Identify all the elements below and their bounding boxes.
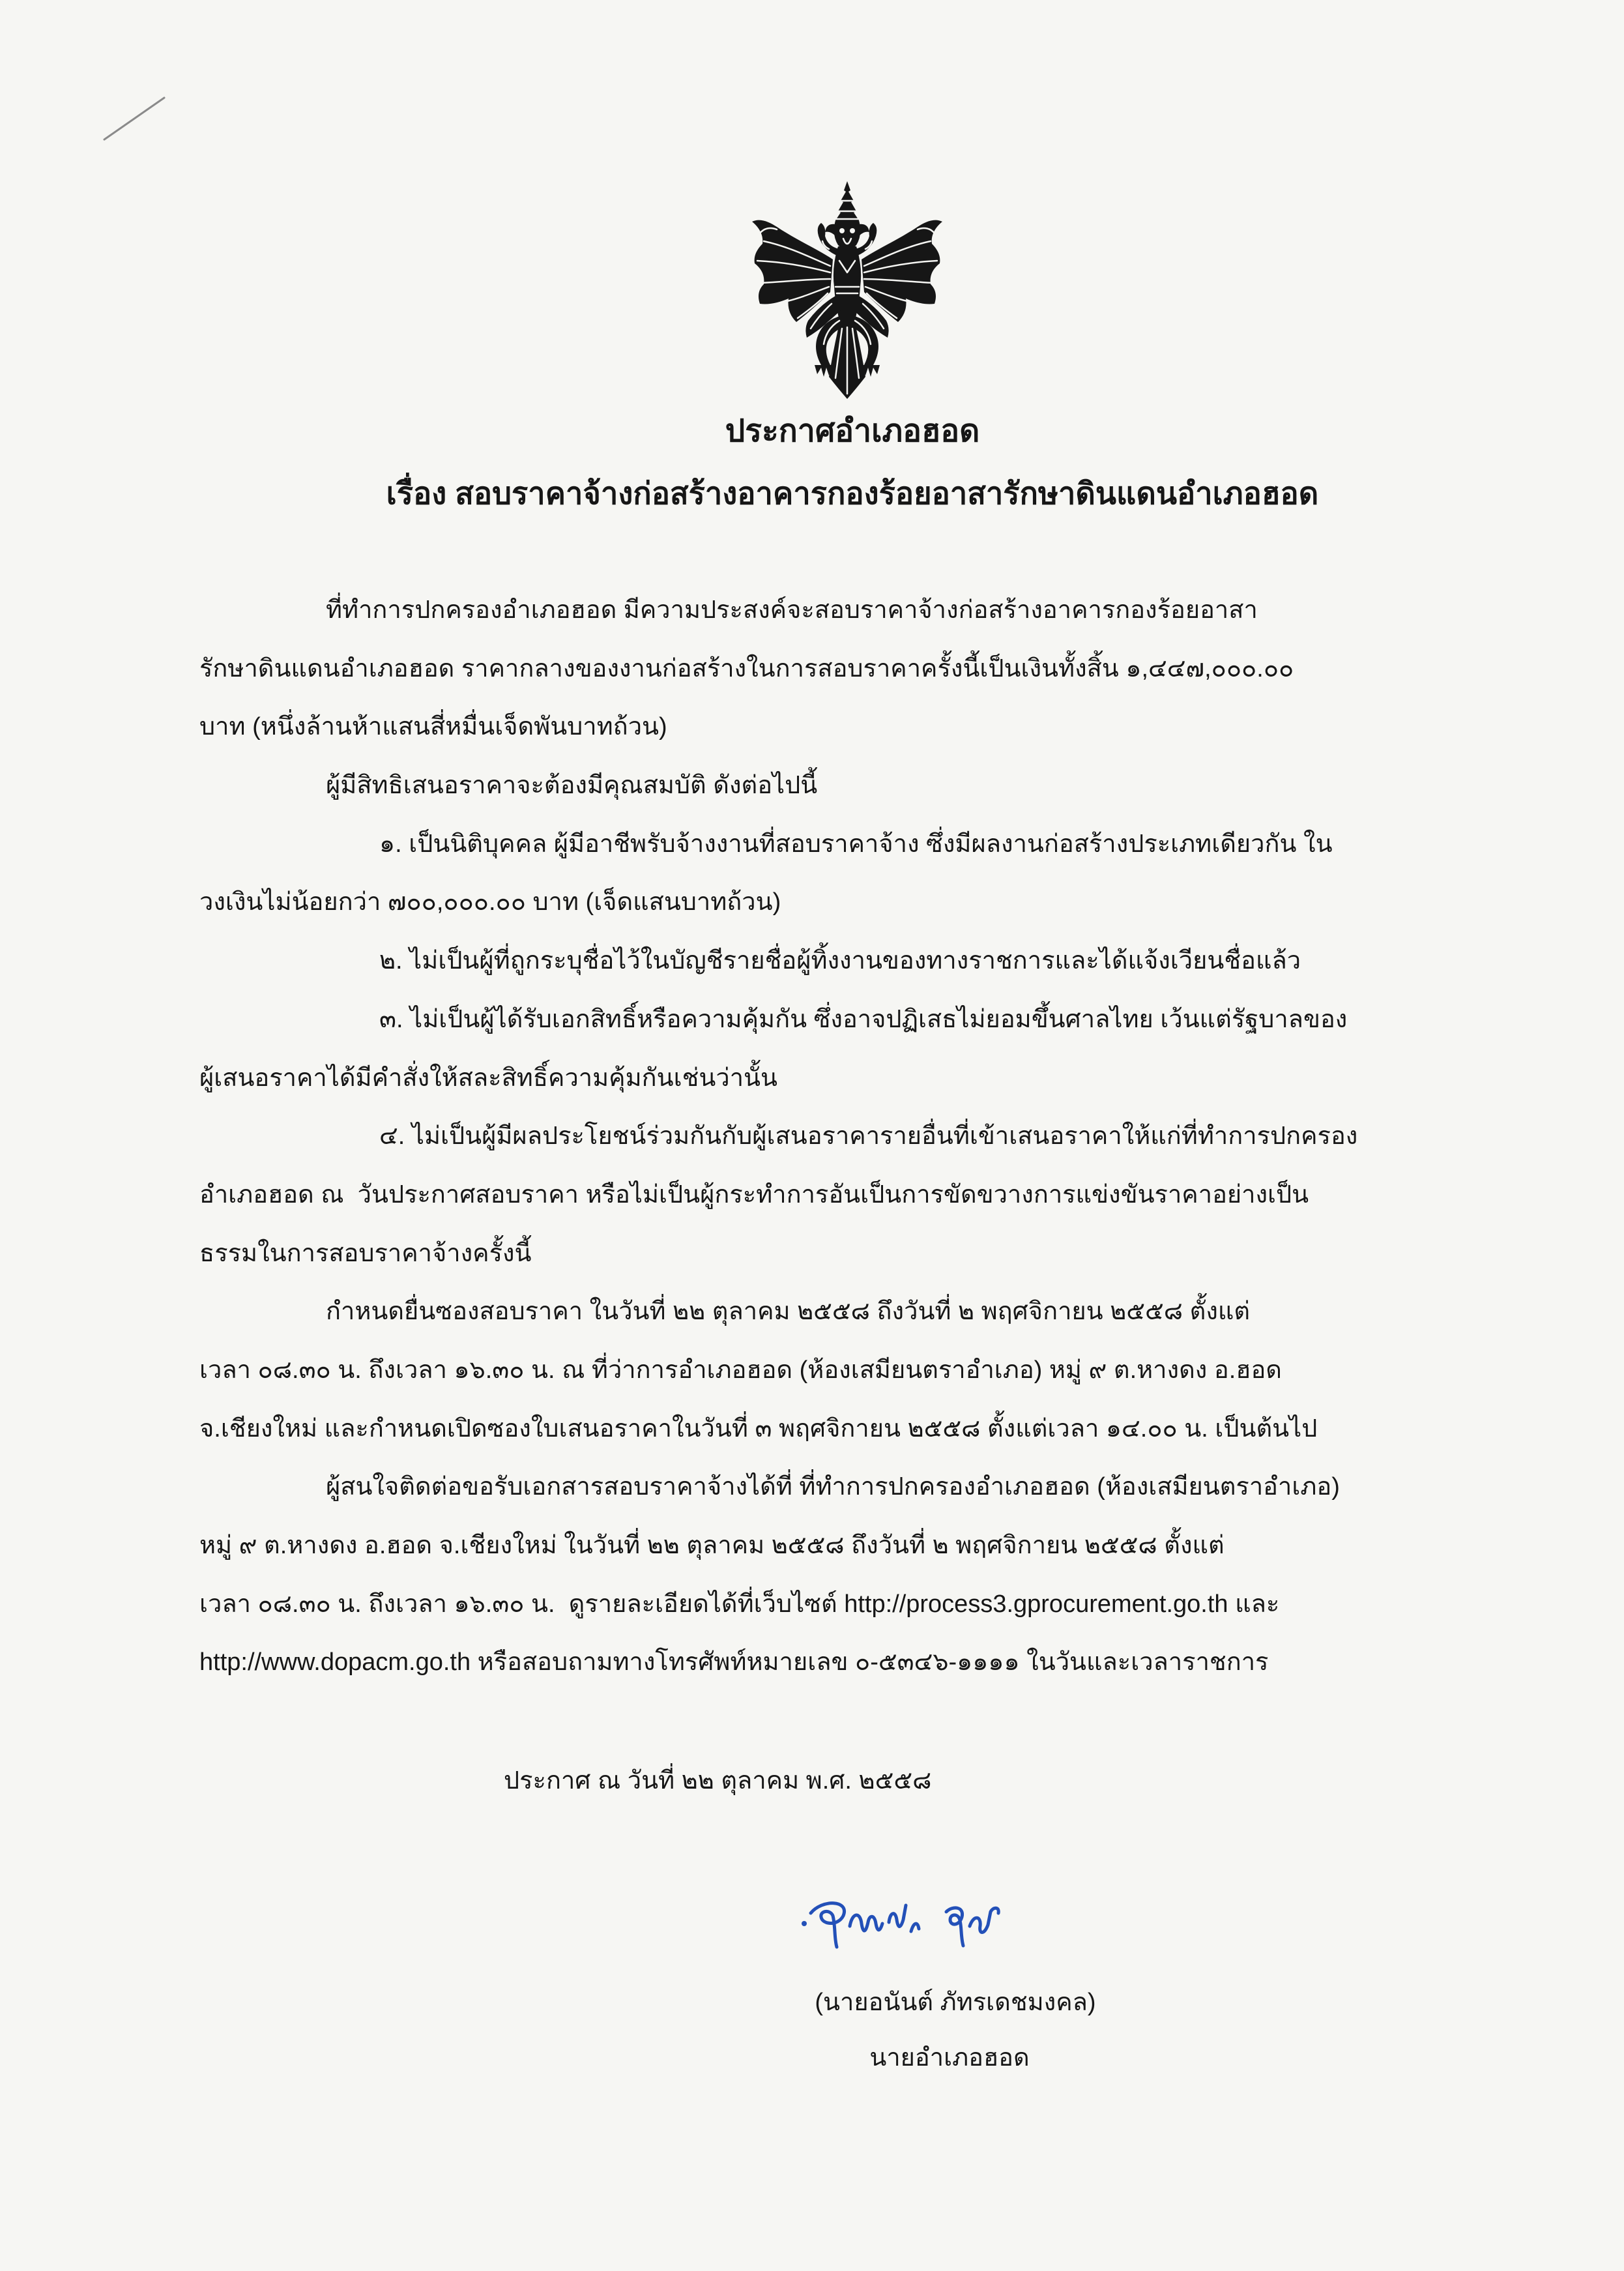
text-line: ที่ทำการปกครองอำเภอฮอด มีความประสงค์จะสอบราคาจ้างก่อสร้างอาคารกองร้อยอาสา: [326, 596, 1258, 624]
text-line: เวลา ๐๘.๓๐ น. ถึงเวลา ๑๖.๓๐ น. ดูรายละเอียดได้ที่เว็บไซต์ http://process3.gprocurement.go.th และ: [199, 1590, 1280, 1618]
signer-name: (นายอนันต์ ภัทรเดชมงคล): [815, 1989, 1096, 2016]
text-line: ธรรมในการสอบราคาจ้างครั้งนี้: [199, 1239, 532, 1267]
qualification-item-4: ๔. ไม่เป็นผู้มีผลประโยชน์ร่วมกันกับผู้เสนอราคารายอื่นที่เข้าเสนอราคาให้แก่ที่ทำการปกครอง: [379, 1122, 1358, 1150]
garuda-emblem: [749, 181, 945, 400]
announcement-body: [199, 581, 1505, 1692]
paragraph-submission-schedule: [199, 1283, 1505, 1458]
text-line: อำเภอฮอด ณ วันประกาศสอบราคา หรือไม่เป็นผู้กระทำการอันเป็นการขัดขวางการแข่งขันราคาอย่างเป็น: [199, 1180, 1309, 1209]
qualification-item-2: ๒. ไม่เป็นผู้ที่ถูกระบุชื่อไว้ในบัญชีรายชื่อผู้ทิ้งงานของทางราชการและได้แจ้งเวียนชื่อแล้ว: [379, 947, 1301, 975]
paragraph-contact: [199, 1458, 1505, 1692]
text-line: เวลา ๐๘.๓๐ น. ถึงเวลา ๑๖.๓๐ น. ณ ที่ว่าการอำเภอฮอด (ห้องเสมียนตราอำเภอ) หมู่ ๙ ต.หางดง อ.ฮอด: [199, 1356, 1282, 1384]
text-line: ผู้เสนอราคาได้มีคำสั่งให้สละสิทธิ์ความคุ้มกันเช่นว่านั้น: [199, 1064, 778, 1092]
text-line: กำหนดยื่นซองสอบราคา ในวันที่ ๒๒ ตุลาคม ๒๕๕๘ ถึงวันที่ ๒ พฤศจิกายน ๒๕๕๘ ตั้งแต่: [326, 1298, 1251, 1326]
pencil-mark: [98, 91, 173, 147]
handwritten-signature: [796, 1886, 1031, 1957]
paragraph-intro: [199, 581, 1505, 757]
announcement-title: ประกาศอำเภอฮอด: [725, 414, 980, 448]
text-line: หมู่ ๙ ต.หางดง อ.ฮอด จ.เชียงใหม่ ในวันที่ ๒๒ ตุลาคม ๒๕๕๘ ถึงวันที่ ๒ พฤศจิกายน ๒๕๕๘ ตั้งแต่: [199, 1532, 1225, 1559]
text-line: ผู้สนใจติดต่อขอรับเอกสารสอบราคาจ้างได้ที่ ที่ทำการปกครองอำเภอฮอด (ห้องเสมียนตราอำเภอ): [326, 1473, 1340, 1501]
qualification-item-1: ๑. เป็นนิติบุคคล ผู้มีอาชีพรับจ้างงานที่สอบราคาจ้าง ซึ่งมีผลงานก่อสร้างประเภทเดียวกัน ใน: [379, 830, 1333, 858]
text-line: http://www.dopacm.go.th หรือสอบถามทางโทรศัพท์หมายเลข ๐-๕๓๔๖-๑๑๑๑ ในวันและเวลาราชการ: [199, 1648, 1269, 1677]
text-line: วงเงินไม่น้อยกว่า ๗๐๐,๐๐๐.๐๐ บาท (เจ็ดแสนบาทถ้วน): [199, 888, 781, 916]
text-line: จ.เชียงใหม่ และกำหนดเปิดซองใบเสนอราคาในวันที่ ๓ พฤศจิกายน ๒๕๕๘ ตั้งแต่เวลา ๑๔.๐๐ น. เป็นต้นไป: [199, 1414, 1318, 1443]
text-line: รักษาดินแดนอำเภอฮอด ราคากลางของงานก่อสร้างในการสอบราคาครั้งนี้เป็นเงินทั้งสิ้น ๑,๔๔๗,๐๐๐.๐๐: [199, 654, 1294, 682]
announcement-subject: เรื่อง สอบราคาจ้างก่อสร้างอาคารกองร้อยอาสารักษาดินแดนอำเภอฮอด: [386, 476, 1319, 510]
paragraph-qualifications: [199, 757, 1505, 1283]
signer-title: นายอำเภอฮอด: [869, 2044, 1030, 2072]
text-line: ผู้มีสิทธิเสนอราคาจะต้องมีคุณสมบัติ ดังต่อไปนี้: [326, 772, 818, 800]
announcement-date: ประกาศ ณ วันที่ ๒๒ ตุลาคม พ.ศ. ๒๕๕๘: [504, 1767, 932, 1795]
qualification-item-3: ๓. ไม่เป็นผู้ได้รับเอกสิทธิ์หรือความคุ้มกัน ซึ่งอาจปฏิเสธไม่ยอมขึ้นศาลไทย เว้นแต่รัฐบาลของ: [379, 1005, 1348, 1033]
text-line: บาท (หนึ่งล้านห้าแสนสี่หมื่นเจ็ดพันบาทถ้วน): [199, 713, 667, 741]
